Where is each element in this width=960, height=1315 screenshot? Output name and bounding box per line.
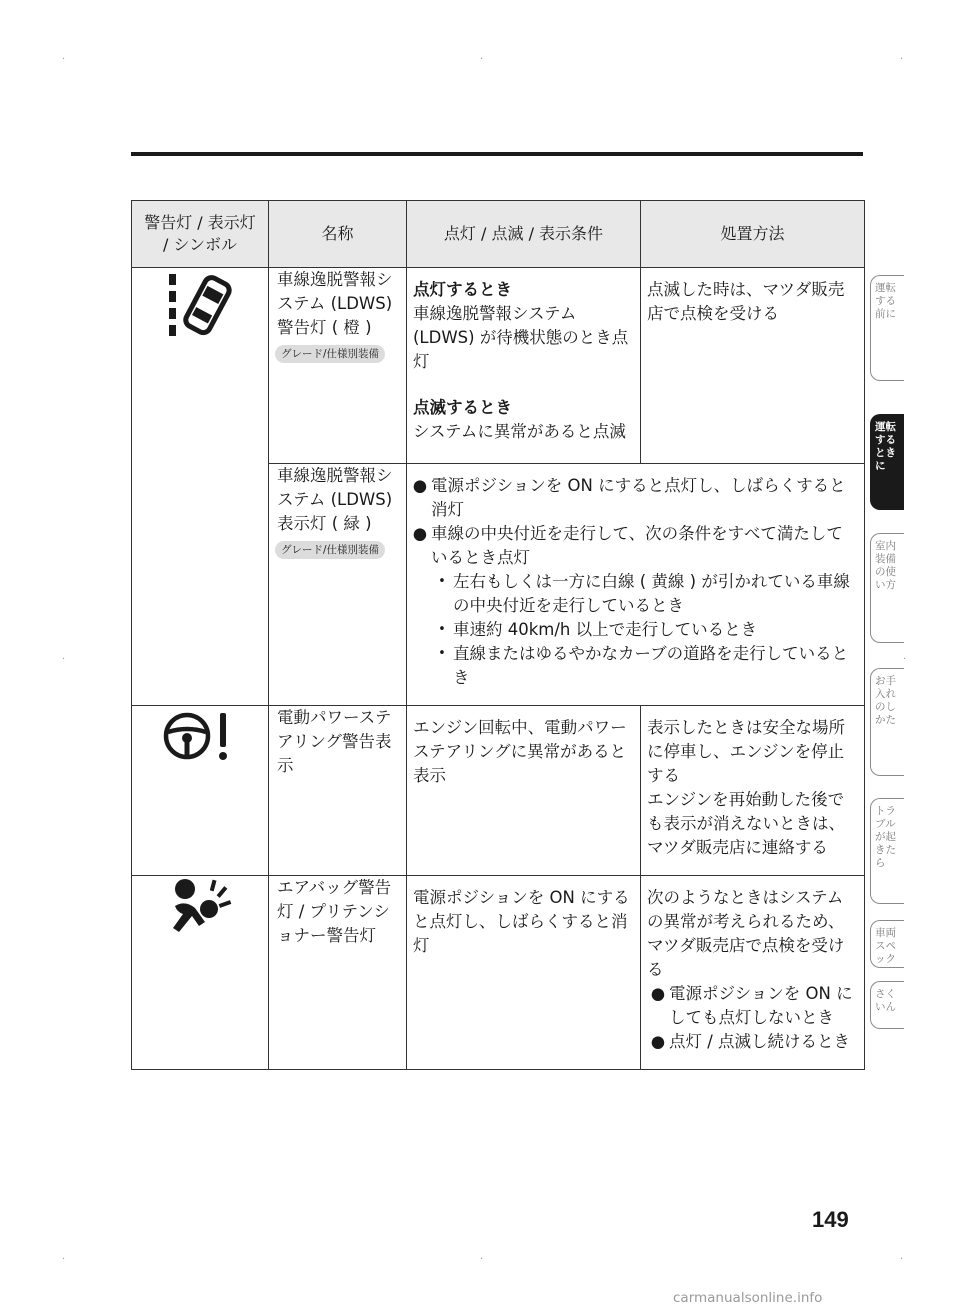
crop-mark: · (62, 1254, 66, 1265)
power-steering-warning-icon (160, 706, 240, 766)
header-symbol: 警告灯 / 表示灯 / シンボル (132, 201, 269, 268)
ldws-indicator-name: 車線逸脱警報システム (LDWS) 表示灯 ( 緑 ) (277, 466, 393, 533)
eps-icon-cell (132, 706, 269, 876)
airbag-action: 次のようなときはシステムの異常が考えられるため、マツダ販売店で点検を受ける ● 電源ポジションを ON にしても点灯しないとき ● 点灯 / 点滅し続けるとき (641, 876, 865, 1070)
tab-specs[interactable]: 車両スペック (870, 920, 904, 968)
tab-interior[interactable]: 室内装備の使い方 (870, 533, 904, 643)
ldws-warning-condition: 点灯するとき 車線逸脱警報システム (LDWS) が待機状態のとき点灯 点滅するとき システムに異常があると点滅 (407, 268, 641, 464)
airbag-icon-cell (132, 876, 269, 1070)
table-row (132, 876, 865, 1070)
header-rule (131, 152, 863, 156)
page-number: 149 (812, 1207, 849, 1232)
airbag-name-cell (269, 876, 407, 1070)
table-header-row (132, 201, 865, 268)
ldws-warning-action: 点滅した時は、マツダ販売店で点検を受ける (641, 268, 865, 464)
eps-name-cell (269, 706, 407, 876)
tab-troubles[interactable]: トラブルが起きたら (870, 798, 904, 904)
ldws-warning-name-cell (269, 268, 407, 464)
header-action: 処置方法 (641, 201, 865, 268)
ldws-warning-name: 車線逸脱警報システム (LDWS) 警告灯 ( 橙 ) (277, 270, 393, 337)
header-condition: 点灯 / 点滅 / 表示条件 (407, 201, 641, 268)
list-item: ● 電源ポジションを ON にしても点灯しないとき (650, 984, 853, 1027)
lane-departure-icon (165, 268, 235, 338)
crop-mark: · (903, 654, 907, 665)
table-row (132, 268, 865, 464)
ldws-indicator-condition (407, 464, 865, 706)
table-row (132, 706, 865, 876)
list-item: • 車速約 40km/h 以上で走行しているとき (438, 620, 758, 639)
airbag-warning-icon (165, 876, 235, 946)
eps-name: 電動パワーステアリング警告表示 (277, 708, 392, 775)
tab-while-driving[interactable]: 運転するときに (870, 414, 904, 510)
list-item: • 左右もしくは一方に白線 ( 黄線 ) が引かれている車線の中央付近を走行しているとき (438, 572, 850, 615)
eps-condition: エンジン回転中、電動パワーステアリングに異常があると表示 (407, 706, 641, 876)
crop-mark: · (900, 1254, 904, 1265)
airbag-name: エアバッグ警告灯 / プリテンショナー警告灯 (277, 878, 392, 945)
airbag-condition: 電源ポジションを ON にすると点灯し、しばらくすると消灯 (407, 876, 641, 1070)
list-item: ● 車線の中央付近を走行して、次の条件をすべて満たしているとき点灯 (412, 524, 843, 567)
ldws-icon-cell (132, 268, 269, 706)
grade-badge: グレード/仕様別装備 (275, 345, 385, 363)
tab-maintenance[interactable]: お手入れのしかた (870, 668, 904, 776)
grade-badge: グレード/仕様別装備 (275, 541, 385, 559)
crop-mark: · (900, 54, 904, 65)
list-item: • 直線またはゆるやかなカーブの道路を走行しているとき (438, 644, 849, 687)
watermark-url: carmanualsonline.info (673, 1290, 823, 1306)
crop-mark: · (480, 54, 484, 65)
tab-before-driving[interactable]: 運転する前に (870, 275, 904, 381)
list-item: ● 電源ポジションを ON にすると点灯し、しばらくすると消灯 (412, 476, 846, 519)
crop-mark: · (480, 1254, 484, 1265)
crop-mark: · (62, 654, 66, 665)
header-name: 名称 (269, 201, 407, 268)
crop-mark: · (62, 54, 66, 65)
list-item: ● 点灯 / 点滅し続けるとき (650, 1032, 851, 1051)
warning-light-table (131, 200, 865, 1070)
tab-index[interactable]: さくいん (870, 981, 904, 1029)
ldws-indicator-name-cell (269, 464, 407, 706)
eps-action: 表示したときは安全な場所に停車し、エンジンを停止する エンジンを再始動した後でも表示が消えないときは、マツダ販売店に連絡する (641, 706, 865, 876)
